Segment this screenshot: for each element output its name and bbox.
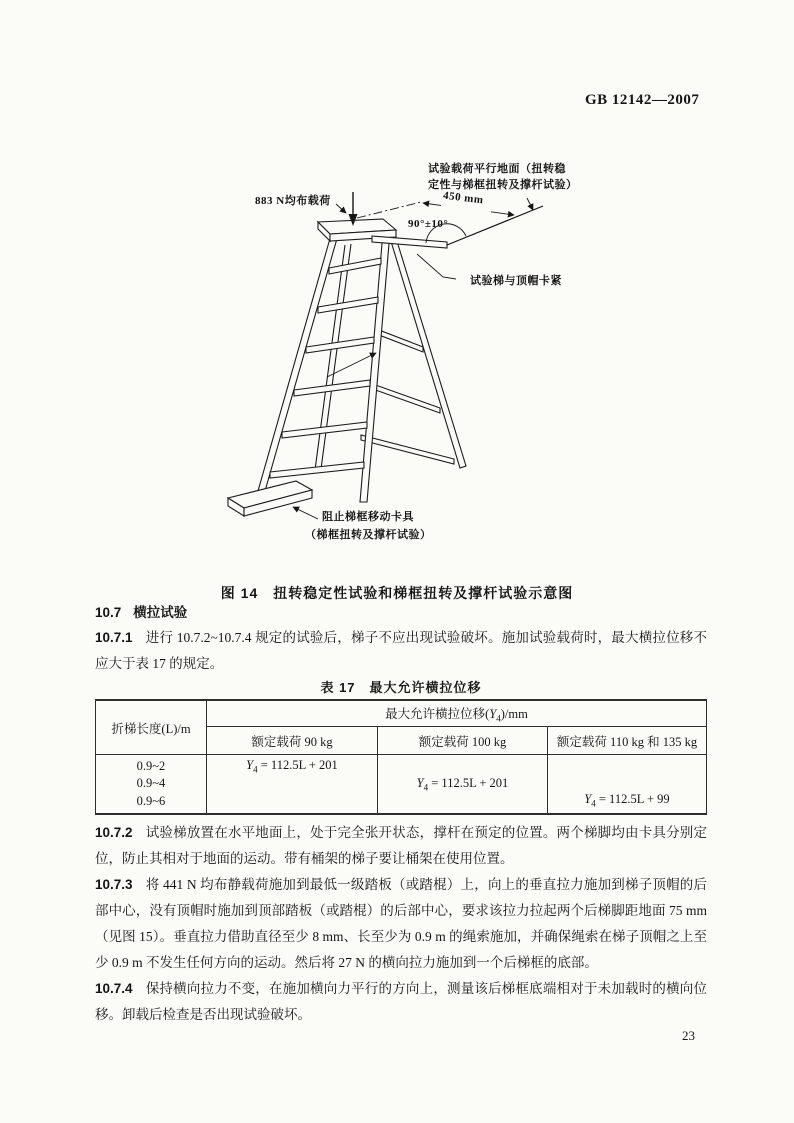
length-row-1: 0.9~2 [136, 759, 166, 774]
formula-expression: = 112.5L + 201 [428, 775, 509, 790]
formula-symbol: Y [584, 791, 592, 806]
text-column [95, 603, 707, 1028]
paragraph-10-7-4 [95, 976, 707, 1028]
parallel-label-leader [527, 198, 533, 210]
centerline-dashdot [357, 202, 421, 218]
formula-cell-110-135kg [548, 755, 706, 813]
col-header-load-90: 额定载荷 90 kg [207, 727, 378, 755]
formula-symbol: Y [246, 758, 254, 772]
load-label-leader [336, 204, 346, 213]
label-distributed-load: 883 N均布载荷 [255, 195, 331, 207]
section-title: 横拉试验 [133, 605, 188, 620]
span-header-pre: 最大允许横拉位移( [385, 706, 490, 721]
label-dimension-450mm: 450 mm [442, 189, 485, 207]
figure-14-diagram [140, 148, 670, 578]
table-caption: 表 17 最大允许横拉位移 [320, 680, 482, 695]
formula-expression: = 112.5L + 201 [257, 758, 338, 772]
col-header-load-110-135: 额定载荷 110 kg 和 135 kg [548, 727, 706, 755]
paragraph-10-7-3 [95, 872, 707, 976]
clause-number: 10.7.1 [95, 630, 133, 645]
dim-line-left [423, 203, 441, 205]
span-header-subscript: 4 [496, 713, 501, 724]
formula-symbol: Y [416, 775, 424, 790]
label-angle: 90°±10° [408, 218, 449, 230]
load-direction-line [447, 206, 543, 245]
clause-text: 保持横向拉力不变，在施加横向力平行的方向上，测量该后梯框底端相对于未加载时的横向位移。卸载后检查是否出现试验破坏。 [95, 981, 707, 1022]
clause-text: 进行 10.7.2~10.7.4 规定的试验后，梯子不应出现试验破坏。施加试验载荷时，最大横拉位移不应大于表 17 的规定。 [95, 630, 707, 671]
page-number: 23 [682, 1028, 695, 1043]
label-top-clamp: 试验梯与顶帽卡紧 [470, 275, 562, 287]
section-number: 10.7 [95, 605, 122, 620]
formula-cell-100kg [378, 755, 548, 813]
label-foot-clamp-line1: 阻止梯框移动卡具 [322, 511, 414, 523]
span-header-post: )/mm [500, 706, 528, 721]
standard-number: GB 12142—2007 [585, 92, 700, 108]
clause-text: 将 441 N 均布静载荷施加到最低一级踏板（或踏棍）上，向上的垂直拉力施加到梯子顶帽的后部中心，没有顶帽时施加到顶部踏板（或踏棍）的后部中心，要求该拉力拉起两个后梯脚距地面 75 mm（见图 15）。垂直拉力借助直径至少 8 mm、长至少为 0.9 m 的绳索施加，并确保绳索在梯子顶帽之上至少 0.9 m 不发生任何方向的运动。然后将 27 N 的横向拉力施加到一个后梯框的底部。 [95, 877, 707, 970]
clause-number: 10.7.2 [95, 825, 133, 840]
table-17 [95, 699, 707, 815]
col-header-displacement [207, 701, 706, 727]
figure-caption: 图 14 扭转稳定性试验和梯框扭转及撑杆试验示意图 [220, 585, 574, 601]
length-row-2: 0.9~4 [136, 776, 166, 791]
paragraph-10-7-2 [95, 820, 707, 872]
clause-number: 10.7.4 [95, 981, 133, 996]
span-header-symbol: Y [489, 706, 497, 721]
block-label-leader [293, 507, 318, 519]
clause-text: 试验梯放置在水平地面上，处于完全张开状态，撑杆在预定的位置。两个梯脚均由卡具分别定位，防止其相对于地面的运动。带有桶架的梯子要让桶架在使用位置。 [95, 825, 707, 866]
length-row-3: 0.9~6 [136, 793, 166, 808]
formula-cell-90kg [207, 755, 378, 813]
col-header-load-100: 额定载荷 100 kg [378, 727, 548, 755]
dim-line-right [491, 212, 514, 215]
label-load-parallel-line2: 定性与梯框扭转及撑杆试验） [428, 179, 578, 191]
formula-subscript: 4 [423, 782, 429, 793]
paragraph-10-7-1 [95, 625, 707, 677]
label-load-parallel-line1: 试验载荷平行地面（扭转稳 [428, 163, 566, 175]
formula-expression: = 112.5L + 99 [595, 791, 670, 806]
formula-subscript: 4 [253, 764, 258, 775]
length-values-cell [96, 755, 207, 813]
clause-number: 10.7.3 [95, 877, 133, 892]
formula-subscript: 4 [591, 798, 596, 808]
label-foot-clamp-line2: （梯框扭转及撑杆试验） [305, 529, 432, 541]
col-header-length: 折梯长度(L)/m [96, 701, 207, 755]
top-clamp-leader [417, 254, 456, 279]
section-heading [95, 603, 707, 623]
